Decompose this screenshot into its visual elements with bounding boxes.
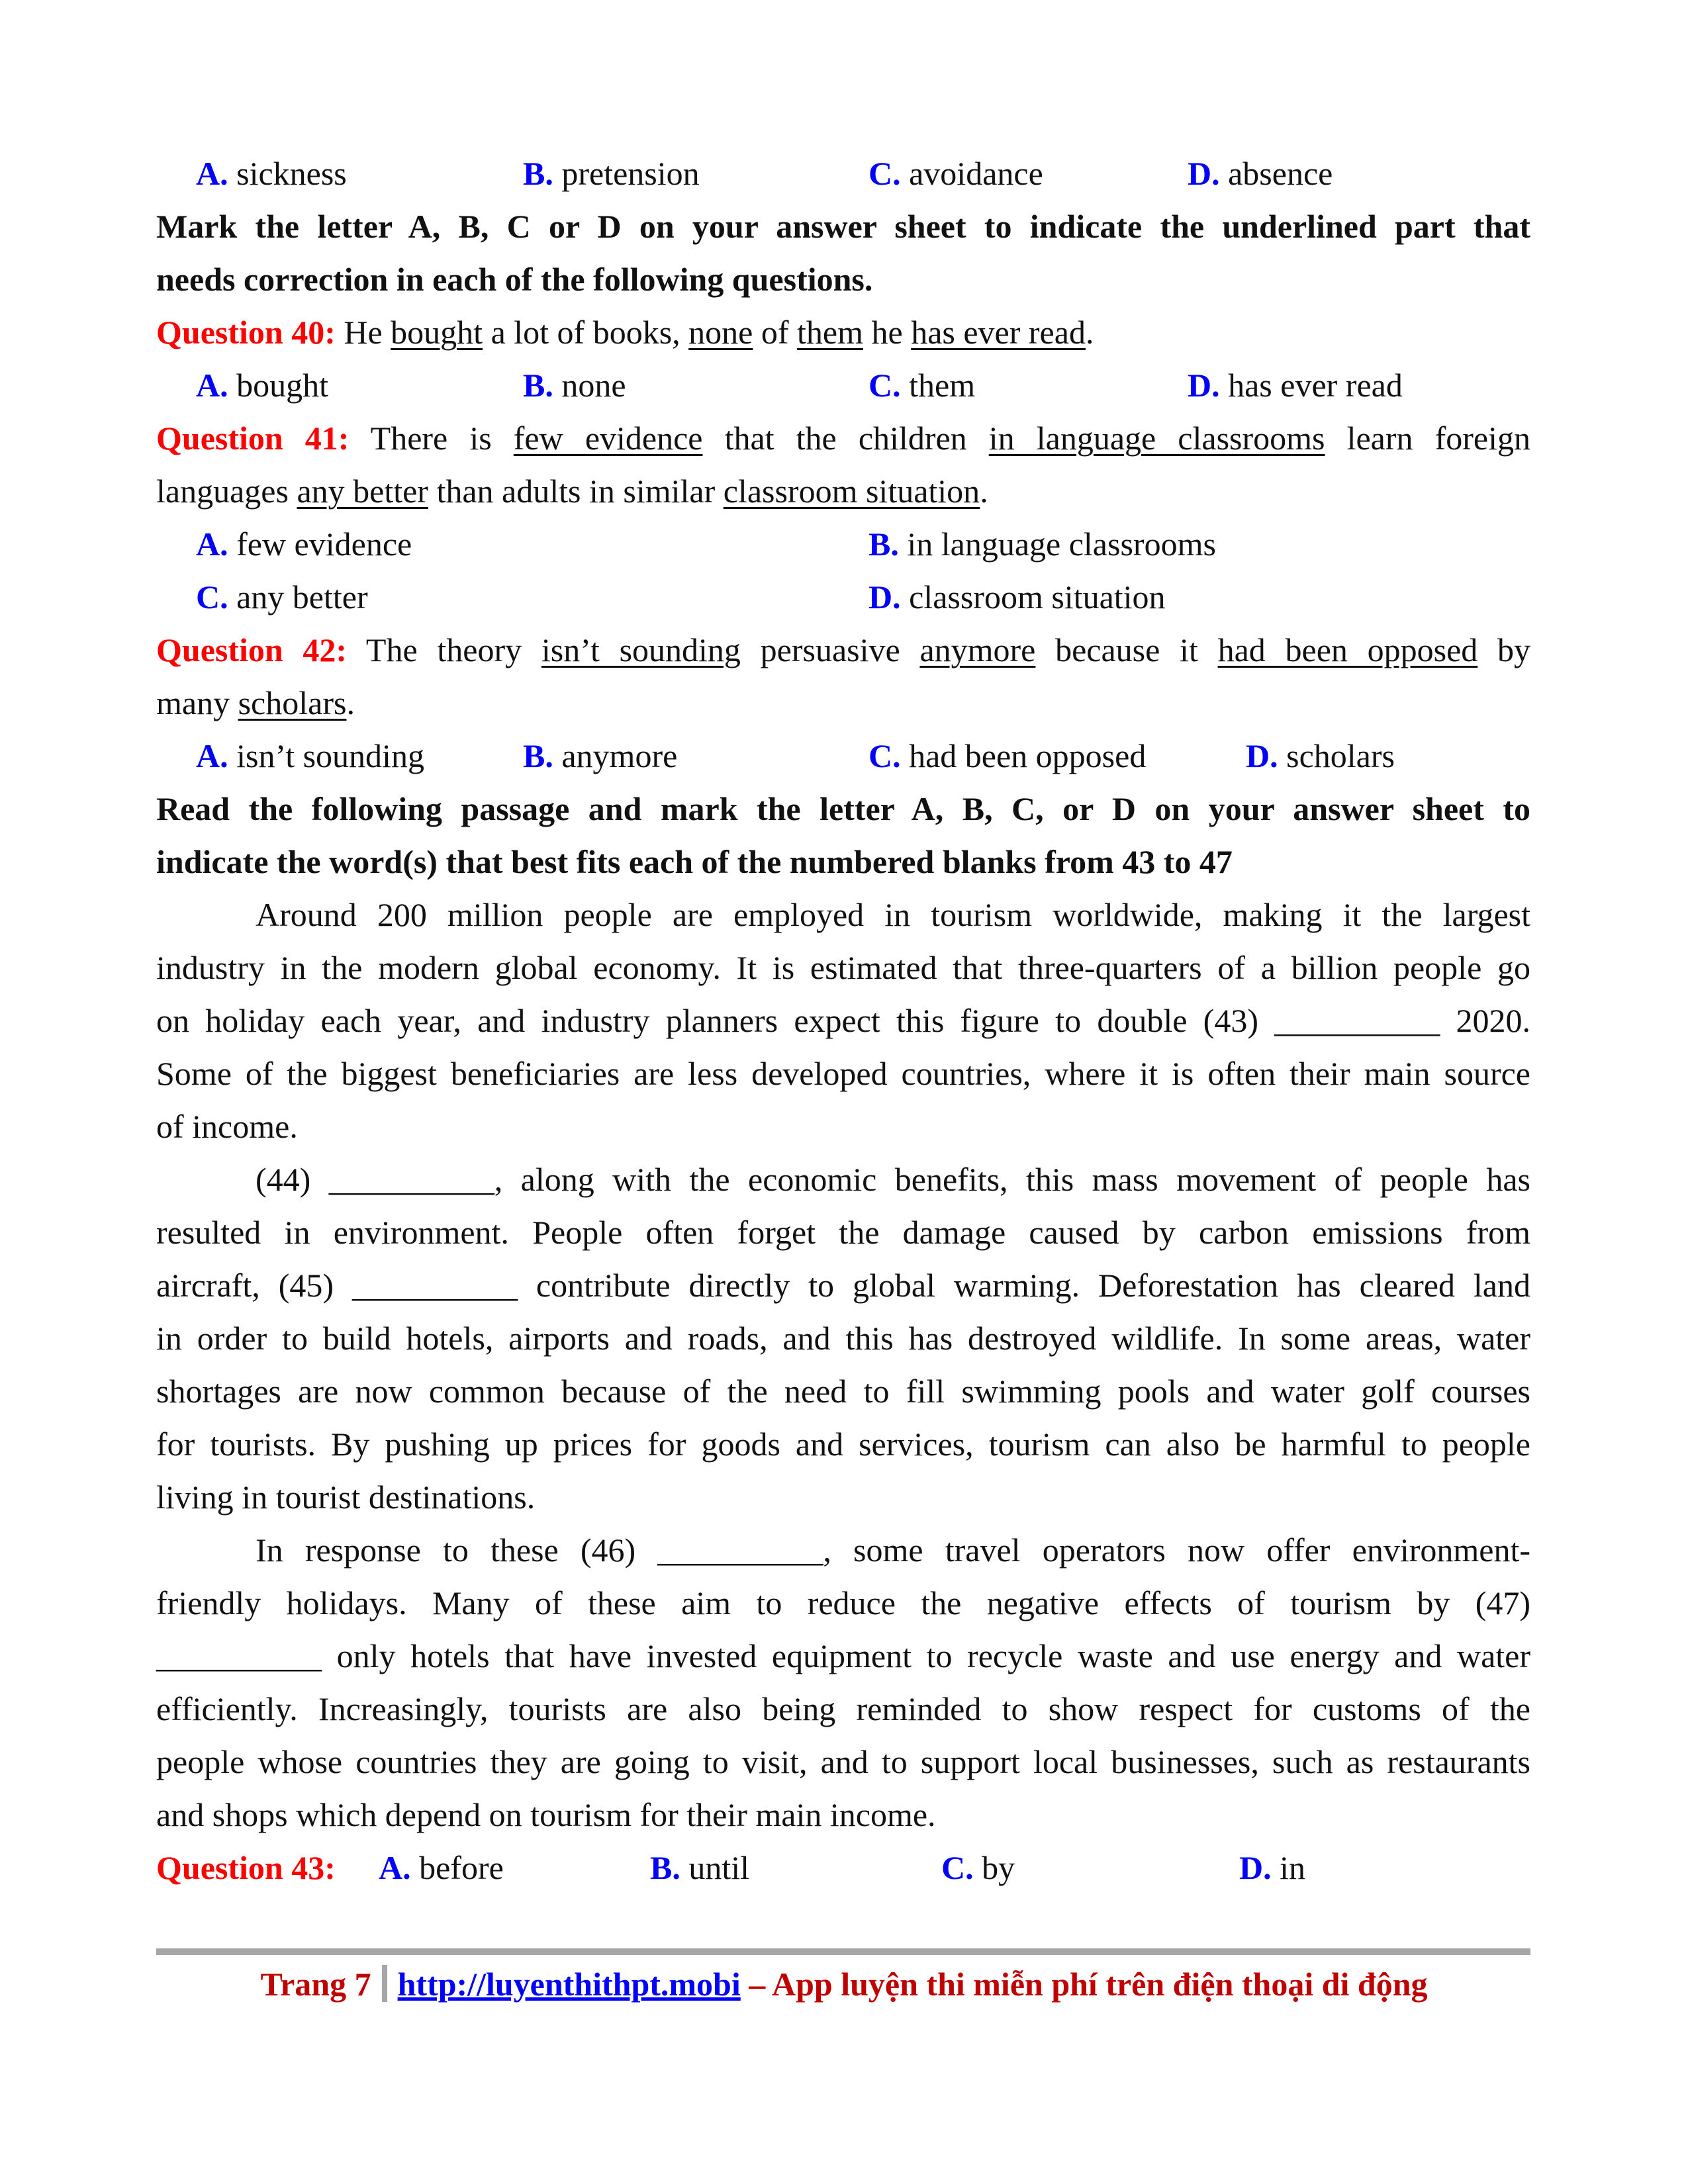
q39-option-b[interactable]: B. pretension xyxy=(523,155,700,192)
q39-option-c[interactable]: C. avoidance xyxy=(868,155,1043,192)
q42-option-c[interactable]: C. had been opposed xyxy=(868,737,1147,774)
q43-option-a[interactable]: A. before xyxy=(379,1849,504,1886)
passage-line: people whose countries they are going to visit, and to support local businesses, such as restaurants xyxy=(156,1743,1530,1780)
q39-option-d[interactable]: D. absence xyxy=(1188,155,1333,192)
passage-line: resulted in environment. People often forget the damage caused by carbon emissions from xyxy=(156,1214,1530,1251)
q41-stem-line2: languages any better than adults in similar classroom situation. xyxy=(156,473,988,510)
q40-option-b[interactable]: B. none xyxy=(523,367,626,404)
footer-link[interactable]: http://luyenthithpt.mobi xyxy=(397,1966,741,2003)
q42-underline-c: had been opposed xyxy=(1217,631,1478,668)
q41-label: Question 41: xyxy=(156,420,350,457)
passage-line: (44) __________, along with the economic benefits, this mass movement of people has xyxy=(256,1161,1530,1198)
q42-underline-d: scholars xyxy=(238,684,347,721)
q42-stem-line2: many scholars. xyxy=(156,684,355,721)
page-number: Trang 7 xyxy=(260,1966,371,2003)
q42-option-b[interactable]: B. anymore xyxy=(523,737,678,774)
q40-stem: Question 40: He bought a lot of books, none of them he has ever read. xyxy=(156,314,1094,351)
q40-label: Question 40: xyxy=(156,314,336,351)
q41-option-b[interactable]: B. in language classrooms xyxy=(868,525,1216,563)
q41-underline-c: any better xyxy=(297,473,428,510)
q42-underline-a: isn’t sounding xyxy=(541,631,741,668)
q42-label: Question 42: xyxy=(156,631,348,668)
q42-underline-b: anymore xyxy=(919,631,1036,668)
page-footer xyxy=(199,1958,1489,2011)
q41-underline-b: in language classrooms xyxy=(988,420,1325,457)
passage-line: living in tourist destinations. xyxy=(156,1479,536,1516)
q41-stem-line1: Question 41: There is few evidence that the children in language classrooms learn foreign xyxy=(156,420,1530,457)
q41-underline-a: few evidence xyxy=(513,420,703,457)
q40-underline-b: none xyxy=(688,314,753,351)
q40-underline-d: has ever read xyxy=(911,314,1086,351)
q43-option-c[interactable]: C. by xyxy=(941,1849,1015,1886)
q43-label: Question 43: xyxy=(156,1849,336,1886)
section-correction-line1: Mark the letter A, B, C or D on your answer sheet to indicate the underlined part that xyxy=(156,208,1530,245)
q43-option-b[interactable]: B. until xyxy=(650,1849,750,1886)
passage-line: In response to these (46) __________, some travel operators now offer environment- xyxy=(256,1531,1530,1569)
passage-line: of income. xyxy=(156,1108,298,1145)
passage-line: efficiently. Increasingly, tourists are also being reminded to show respect for customs of the xyxy=(156,1690,1530,1727)
footer-separator xyxy=(382,1965,387,2002)
q40-option-c[interactable]: C. them xyxy=(868,367,976,404)
q39-option-a[interactable]: A. sickness xyxy=(196,155,347,192)
q42-option-a[interactable]: A. isn’t sounding xyxy=(196,737,424,774)
passage-line: Around 200 million people are employed in tourism worldwide, making it the largest xyxy=(256,896,1530,933)
footer-divider xyxy=(156,1948,1530,1955)
passage-line: on holiday each year, and industry planners expect this figure to double (43) __________ 2020. xyxy=(156,1002,1530,1039)
passage-line: in order to build hotels, airports and roads, and this has destroyed wildlife. In some areas, water xyxy=(156,1320,1530,1357)
passage-line: aircraft, (45) __________ contribute directly to global warming. Deforestation has cleared land xyxy=(156,1267,1530,1304)
footer-tagline: – App luyện thi miễn phí trên điện thoại di động xyxy=(740,1966,1428,2003)
passage-line: friendly holidays. Many of these aim to reduce the negative effects of tourism by (47) xyxy=(156,1584,1530,1621)
q40-option-d[interactable]: D. has ever read xyxy=(1188,367,1403,404)
passage-line: and shops which depend on tourism for their main income. xyxy=(156,1796,936,1833)
q40-option-a[interactable]: A. bought xyxy=(196,367,329,404)
q43-option-d[interactable]: D. in xyxy=(1239,1849,1306,1886)
section-passage-line1: Read the following passage and mark the letter A, B, C, or D on your answer sheet to xyxy=(156,790,1530,827)
q42-stem-line1: Question 42: The theory isn’t sounding persuasive anymore because it had been opposed by xyxy=(156,631,1530,668)
q41-option-c[interactable]: C. any better xyxy=(196,578,368,615)
q41-underline-d: classroom situation xyxy=(723,473,980,510)
passage-line: for tourists. By pushing up prices for goods and services, tourism can also be harmful to people xyxy=(156,1426,1530,1463)
q41-option-d[interactable]: D. classroom situation xyxy=(868,578,1166,615)
passage-line: shortages are now common because of the need to fill swimming pools and water golf courses xyxy=(156,1373,1530,1410)
q41-option-a[interactable]: A. few evidence xyxy=(196,525,412,563)
section-correction-line2: needs correction in each of the following questions. xyxy=(156,261,873,298)
passage-line: __________ only hotels that have invested equipment to recycle waste and use energy and water xyxy=(156,1637,1530,1674)
q40-underline-a: bought xyxy=(391,314,483,351)
section-passage-line2: indicate the word(s) that best fits each of the numbered blanks from 43 to 47 xyxy=(156,843,1233,880)
q42-option-d[interactable]: D. scholars xyxy=(1246,737,1395,774)
passage-line: industry in the modern global economy. It is estimated that three-quarters of a billion people go xyxy=(156,949,1530,986)
q40-underline-c: them xyxy=(797,314,864,351)
passage-line: Some of the biggest beneficiaries are less developed countries, where it is often their main source xyxy=(156,1055,1530,1092)
